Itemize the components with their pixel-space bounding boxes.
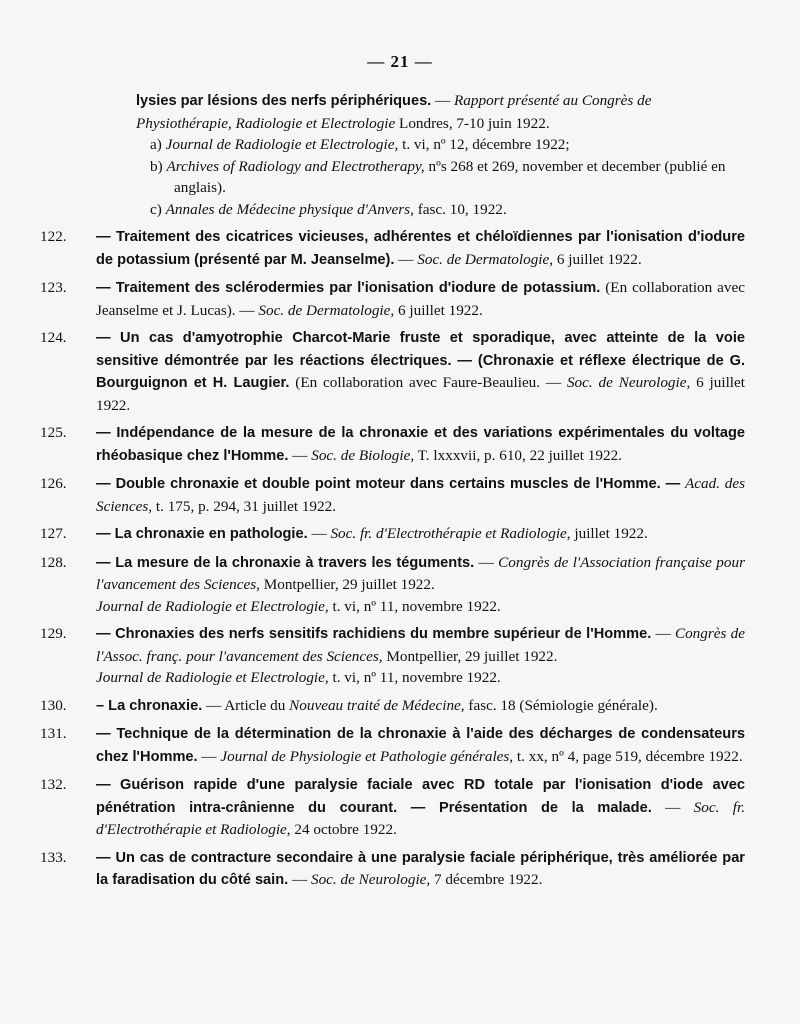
entry-title: — Un cas de contracture secondaire à une paralysie faciale périphérique, très améliorée par la faradisation du côté sain.: [96, 849, 745, 888]
entry-number: 128.: [40, 553, 67, 571]
entry-source: Congrès de l'Association française pour l'avancement des Sciences,: [96, 553, 745, 593]
entry-title: — Traitement des cicatrices vicieuses, adhérentes et chéloïdiennes par l'ionisation d'iodure de potassium (présenté par M. Jeanselme).: [96, 229, 745, 268]
entry-title: — Technique de la détermination de la chronaxie à l'aide des décharges de condensateurs chez l'Homme.: [96, 726, 745, 765]
entry-separator: —: [431, 92, 455, 109]
reference-details: fasc. 10, 1922.: [413, 200, 507, 218]
bibliography-entry: [40, 695, 745, 718]
bibliography-entry: [40, 422, 745, 467]
page-number: — 21 —: [367, 52, 433, 71]
entry-separator: —: [197, 747, 221, 765]
entry-source: Acad. des Sciences,: [96, 475, 746, 515]
entry-body: [96, 277, 745, 321]
entry-date: 6 juillet 1922.: [96, 374, 745, 414]
reference-details: t. vi, nº 12, décembre 1922;: [398, 136, 570, 153]
entry-source: Nouveau traité de Médecine,: [289, 696, 465, 714]
entry-body: [96, 774, 745, 841]
entry-body: [96, 473, 745, 517]
entry-source: Soc. de Dermatologie,: [417, 250, 554, 268]
entry-body: [96, 226, 745, 271]
bibliography-entry: [40, 473, 745, 517]
entry-number: 127.: [40, 525, 67, 542]
entry-number: 133.: [40, 848, 67, 866]
entry-body: [96, 847, 745, 892]
entry-date: juillet 1922.: [570, 525, 648, 542]
entry-secondary-journal: Journal de Radiologie et Electrologie,: [96, 597, 329, 615]
entry-title: lysies par lésions des nerfs périphériques.: [136, 93, 432, 109]
entry-separator: —: [288, 871, 311, 888]
reference-item: [150, 156, 745, 199]
entry-separator: —: [474, 553, 499, 571]
entry-title: – La chronaxie.: [96, 697, 203, 714]
entry-body: [96, 327, 745, 416]
entry-separator: —: [394, 250, 418, 268]
bibliography-entry: [40, 327, 745, 416]
entry-number: 130.: [40, 696, 67, 714]
entry-source: Journal de Physiologie et Pathologie générales,: [220, 747, 514, 765]
entry-secondary-ref: [96, 596, 745, 618]
entry-separator: —: [288, 446, 312, 464]
entry-date: 6 juillet 1922.: [394, 301, 483, 319]
entry-title: — La chronaxie en pathologie.: [96, 526, 308, 542]
bibliography-entry: [40, 774, 745, 841]
entry-body: [96, 623, 745, 689]
reference-journal: Archives of Radiology and Electrotherapy,: [166, 157, 425, 175]
entry-date: t. xx, nº 4, page 519, décembre 1922.: [513, 747, 743, 765]
entry-separator: (En collaboration avec Jeanselme et J. Lucas). —: [96, 279, 745, 319]
entry-number: 129.: [40, 625, 67, 642]
bibliography-entry: [40, 226, 745, 271]
bibliography-entry: [40, 523, 745, 546]
entry-source: Soc. fr. d'Electrothérapie et Radiologie,: [96, 798, 745, 838]
entry-title: — La mesure de la chronaxie à travers les téguments.: [96, 554, 475, 571]
bibliography-entry: [40, 847, 745, 892]
entry-number: 123.: [40, 279, 67, 296]
reference-letter: c): [150, 200, 166, 218]
entry-date: Londres, 7-10 juin 1922.: [395, 114, 550, 132]
entry-separator: —: [651, 625, 675, 642]
entry-body: [96, 695, 745, 718]
entry-separator: —: [307, 525, 331, 542]
entry-date: Montpellier, 29 juillet 1922.: [259, 576, 435, 593]
entry-body: [96, 552, 745, 618]
entry-date: Montpellier, 29 juillet 1922.: [382, 647, 558, 665]
entry-number: 122.: [40, 228, 67, 245]
bibliography-entry: [40, 623, 745, 689]
entry-date: fasc. 18 (Sémiologie générale).: [464, 696, 658, 714]
entry-separator: (En collaboration avec Faure-Beaulieu. —: [289, 374, 567, 391]
entry-source: Soc. de Neurologie,: [566, 374, 691, 391]
entry-number: 132.: [40, 776, 67, 793]
bibliography-list: [40, 90, 745, 892]
entry-secondary-journal: Journal de Radiologie et Electrologie,: [96, 669, 329, 686]
entry-title: — Un cas d'amyotrophie Charcot-Marie fruste et sporadique, avec atteinte de la voie sensitive démontrée par les réactions électriques. — (Chronaxie et réflexe électrique de G. Bourguignon et H. Laugier.: [96, 330, 745, 391]
entry-date: 24 octobre 1922.: [290, 821, 397, 838]
continued-entry: [40, 90, 745, 134]
entry-secondary-ref: [96, 667, 745, 689]
entry-title: — Traitement des sclérodermies par l'ionisation d'iodure de potassium.: [96, 280, 601, 296]
continued-entry-text: [136, 90, 745, 134]
entry-body: [96, 422, 745, 467]
entry-title: — Guérison rapide d'une paralysie faciale avec RD totale par l'ionisation d'iode avec pénétration intra-crânienne du courant. — Présentation de la malade.: [96, 777, 745, 816]
bibliography-entry: [40, 277, 745, 321]
entry-source: Soc. de Dermatologie,: [258, 301, 395, 319]
continued-entry-refs: [40, 134, 745, 220]
entry-separator: — Article du: [202, 696, 290, 714]
entry-title: — Chronaxies des nerfs sensitifs rachidiens du membre supérieur de l'Homme.: [96, 626, 652, 642]
entry-title: — Double chronaxie et double point moteur dans certains muscles de l'Homme. —: [96, 476, 681, 492]
entry-secondary-details: t. vi, nº 11, novembre 1922.: [328, 669, 501, 686]
entry-date: 6 juillet 1922.: [553, 250, 642, 268]
entry-source: Rapport présenté au Congrès de Physiothérapie, Radiologie et Electrologie: [136, 92, 652, 132]
entry-source: Congrès de l'Assoc. franç. pour l'avancement des Sciences,: [96, 625, 745, 665]
entry-date: T. lxxxvii, p. 610, 22 juillet 1922.: [414, 446, 622, 464]
entry-secondary-details: t. vi, nº 11, novembre 1922.: [328, 597, 501, 615]
entry-body: [96, 523, 745, 546]
entry-date: t. 175, p. 294, 31 juillet 1922.: [152, 497, 337, 515]
reference-item: [150, 199, 745, 221]
entry-title: — Indépendance de la mesure de la chronaxie et des variations expérimentales du voltage rhéobasique chez l'Homme.: [96, 425, 745, 464]
reference-journal: Annales de Médecine physique d'Anvers,: [165, 200, 414, 218]
reference-letter: a): [150, 136, 166, 153]
entry-source: Soc. de Neurologie,: [310, 871, 431, 888]
entry-separator: —: [651, 798, 694, 816]
entry-number: 131.: [40, 725, 67, 742]
entry-source: Soc. fr. d'Electrothérapie et Radiologie,: [330, 525, 571, 542]
bibliography-entry: [40, 723, 745, 768]
reference-details: nºs 268 et 269, november et december (publié en anglais).: [174, 157, 726, 196]
reference-letter: b): [150, 157, 167, 175]
entry-number: 126.: [40, 475, 67, 492]
entry-number: 125.: [40, 424, 67, 441]
entry-number: 124.: [40, 329, 67, 346]
entry-source: Soc. de Biologie,: [311, 446, 415, 464]
bibliography-entry: [40, 552, 745, 618]
reference-journal: Journal de Radiologie et Electrologie,: [165, 136, 399, 153]
entry-body: [96, 723, 745, 768]
entry-date: 7 décembre 1922.: [430, 871, 543, 888]
reference-item: [150, 134, 745, 156]
